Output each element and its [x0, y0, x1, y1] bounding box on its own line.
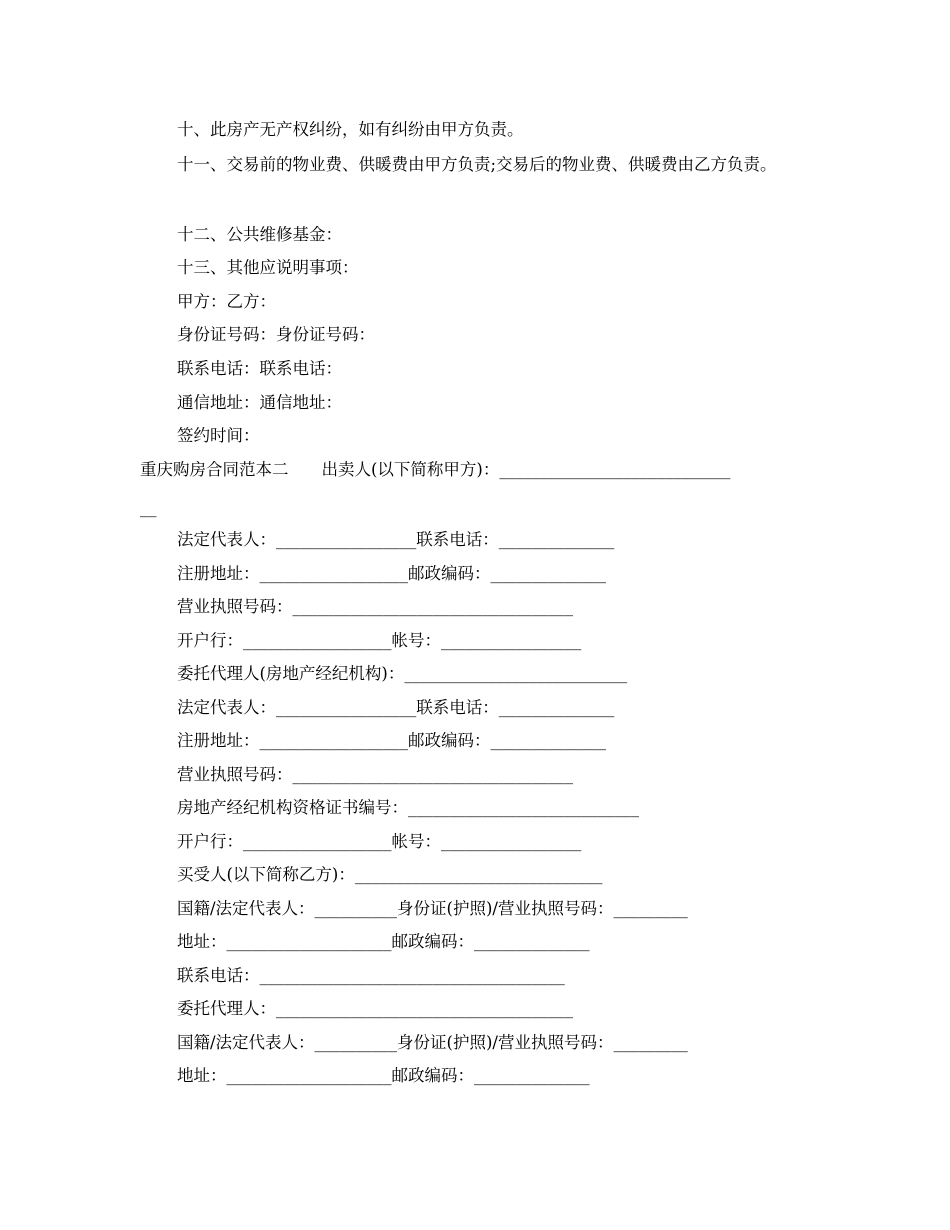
seller-registered-address-field: 注册地址：__________________邮政编码：______________ — [177, 564, 606, 583]
seller-legal-rep-field: 法定代表人：_________________联系电话：______________ — [177, 530, 615, 549]
clause-12: 十二、公共维修基金： — [177, 225, 342, 244]
buyer-agent-field: 委托代理人：____________________________________ — [177, 999, 573, 1018]
agent-certificate-field: 房地产经纪机构资格证书编号：____________________________ — [177, 798, 639, 817]
seller-bank-field: 开户行：__________________帐号：_________________ — [177, 631, 582, 650]
address-labels: 通信地址：通信地址： — [177, 393, 342, 412]
clause-11: 十一、交易前的物业费、供暖费由甲方负责;交易后的物业费、供暖费由乙方负责。 — [177, 155, 777, 174]
seller-business-license-field: 营业执照号码：__________________________________ — [177, 597, 573, 616]
buyer-address-field: 地址：____________________邮政编码：______________ — [177, 932, 590, 951]
agent-agency-field: 委托代理人(房地产经纪机构)：___________________________ — [177, 664, 628, 683]
buyer-agent-address-field: 地址：____________________邮政编码：______________ — [177, 1066, 590, 1085]
signing-time-label: 签约时间： — [177, 426, 260, 445]
agent-business-license-field: 营业执照号码：__________________________________ — [177, 765, 573, 784]
phone-labels: 联系电话：联系电话： — [177, 359, 342, 378]
agent-legal-rep-field: 法定代表人：_________________联系电话：______________ — [177, 698, 615, 717]
agent-registered-address-field: 注册地址：__________________邮政编码：______________ — [177, 731, 606, 750]
buyer-agent-nationality-id-field: 国籍/法定代表人：__________身份证(护照)/营业执照号码：_________ — [177, 1033, 688, 1052]
agent-bank-field: 开户行：__________________帐号：_________________ — [177, 832, 582, 851]
clause-10: 十、此房产无产权纠纷，如有纠纷由甲方负责。 — [177, 120, 524, 139]
id-number-labels: 身份证号码：身份证号码： — [177, 325, 375, 344]
buyer-field: 买受人(以下简称乙方)：______________________________ — [177, 865, 603, 884]
buyer-nationality-id-field: 国籍/法定代表人：__________身份证(护照)/营业执照号码：_________ — [177, 899, 688, 918]
buyer-phone-field: 联系电话：_____________________________________ — [177, 966, 565, 985]
seller-line-continuation: __ — [140, 498, 157, 517]
clause-13: 十三、其他应说明事项： — [177, 258, 359, 277]
contract-template-title-seller: 重庆购房合同范本二 出卖人(以下简称甲方)：____________________________ — [140, 460, 731, 479]
party-labels: 甲方：乙方： — [177, 292, 276, 311]
